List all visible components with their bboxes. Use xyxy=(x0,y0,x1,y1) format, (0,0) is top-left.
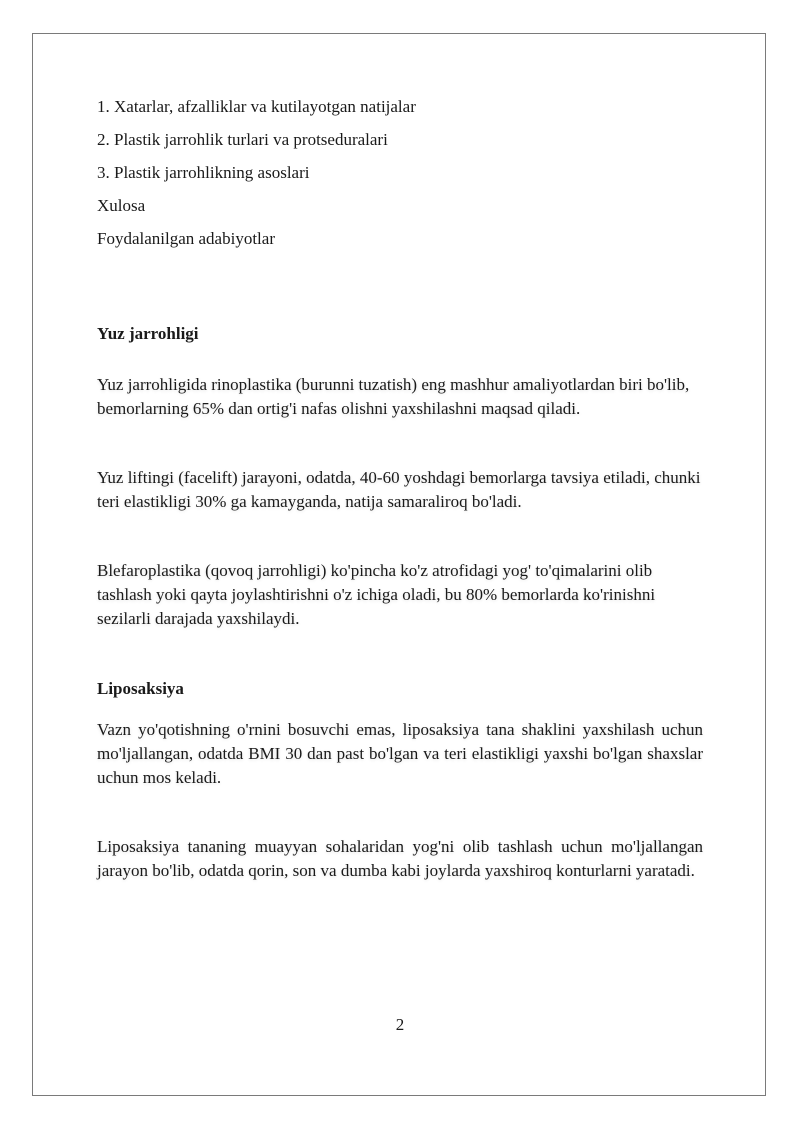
paragraph: Blefaroplastika (qovoq jarrohligi) ko'pincha ko'z atrofidagi yog' to'qimalarini olib tashlash yoki qayta joylashtirishni o'z ichiga oladi, bu 80% bemorlarda ko'rinishni sezilarli darajada yaxshilaydi. xyxy=(97,561,656,628)
paragraph: Vazn yo'qotishning o'rnini bosuvchi emas, liposaksiya tana shaklini yaxshilash uchun mo'ljallangan, odatda BMI 30 dan past bo'lgan va teri elastikligi yaxshi bo'lgan shaxslar uchun mos keladi. xyxy=(97,720,703,787)
document-body xyxy=(97,96,703,883)
toc-item: Foydalanilgan adabiyotlar xyxy=(97,229,275,248)
toc-item: 3. Plastik jarrohlikning asoslari xyxy=(97,163,310,182)
page-number: 2 xyxy=(395,1015,405,1034)
toc-item: Xulosa xyxy=(97,196,146,215)
paragraph: Liposaksiya tananing muayyan sohalaridan yog'ni olib tashlash uchun mo'ljallangan jarayon bo'lib, odatda qorin, son va dumba kabi joylarda yaxshiroq konturlarni yaratadi. xyxy=(97,837,703,880)
table-of-contents xyxy=(97,96,703,250)
toc-item: 2. Plastik jarrohlik turlari va protseduralari xyxy=(97,130,388,149)
toc-item: 1. Xatarlar, afzalliklar va kutilayotgan natijalar xyxy=(97,97,416,116)
section-heading-yuz-jarrohligi: Yuz jarrohligi xyxy=(97,324,199,343)
paragraph: Yuz liftingi (facelift) jarayoni, odatda, 40-60 yoshdagi bemorlarga tavsiya etiladi, chunki teri elastikligi 30% ga kamayganda, natija samaraliroq bo'ladi. xyxy=(97,468,701,511)
section-heading-liposaksiya: Liposaksiya xyxy=(97,679,184,698)
paragraph: Yuz jarrohligida rinoplastika (burunni tuzatish) eng mashhur amaliyotlardan biri bo'lib, bemorlarning 65% dan ortig'i nafas olishni yaxshilashni maqsad qiladi. xyxy=(97,375,690,418)
